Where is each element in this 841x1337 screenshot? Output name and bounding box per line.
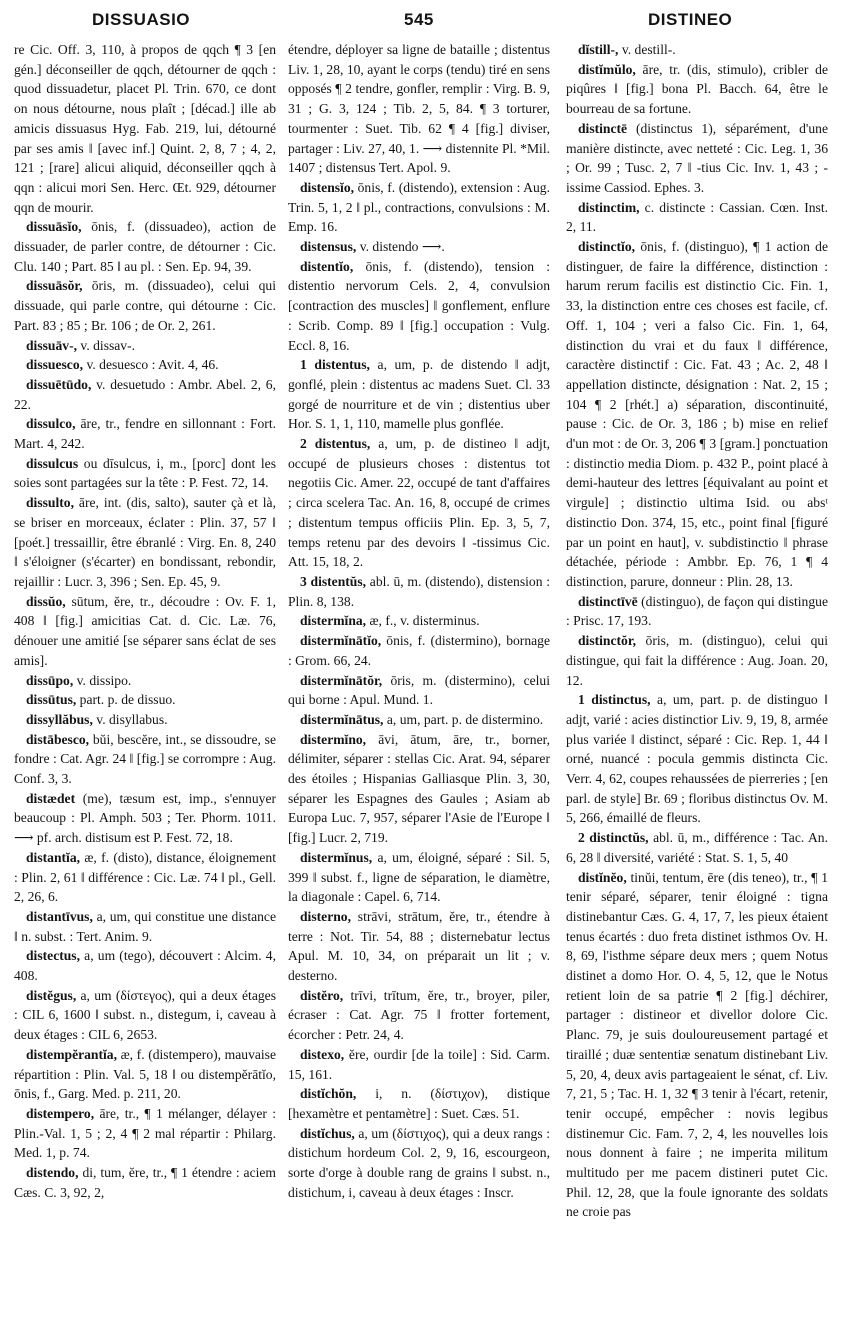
- entry-definition: abl. ū, m. (distendo), distension : Plin. 8, 138.: [288, 573, 550, 609]
- entry-headword: dissuāsŏr,: [26, 278, 83, 294]
- dictionary-entry: [288, 1084, 550, 1123]
- dictionary-entry: [566, 828, 828, 867]
- entry-headword: distĭchŏn,: [300, 1086, 357, 1102]
- entry-headword: dissulco,: [26, 416, 76, 432]
- entry-headword: distædet: [26, 790, 76, 806]
- entry-headword: 3 distentŭs,: [300, 573, 367, 589]
- entry-definition: part. p. de dissuo.: [79, 692, 176, 708]
- entry-headword: dissuesco,: [26, 357, 84, 373]
- entry-definition: ōris, m. (distermino), celui qui borne : Apul. Mund. 1.: [288, 672, 550, 708]
- dictionary-entry: [288, 355, 550, 434]
- dictionary-entry: [14, 217, 276, 276]
- entry-headword: distĕgus,: [26, 987, 77, 1003]
- header-last-headword: DISTINEO: [648, 10, 733, 29]
- dictionary-entry: [288, 178, 550, 237]
- entry-definition: c. distincte : Cassian. Cœn. Inst. 2, 11.: [566, 199, 828, 235]
- page-number: 545: [404, 10, 434, 29]
- entry-definition: ōnis, f. (distinguo), ¶ 1 action de distinguer, de faire la différence, distinction : harum rerum facilis est distinctio Cic. Fin. 1, 33, la distinction entre ces choses est facile, cf. Off. 1, 104 ; veri a falso Cic. Fin. 1, 64, distinction du vrai et du faux ‖ différence, caractère distinctif : Cic. Fat. 43 ; Ac. 2, 48 ‖ appellation distincte, désignation : Nat. 2, 15 ; 104 ¶ 2 [rhét.] a) séparation, discontinuité, pause : Cic. de Or. 3, 186 ; b) mise en relief d'un mot : de Or. 3, 206 ¶ 3 [gram.] ponctuation : distinctio media Diom. p. 432 P., point placé à demi-hauteur des lettres [équivalant au point et virgule] ; distinctio ultima Isid. ou absᵗ distinctio Don. 374, 15, etc., point final [figuré par un point en haut], v. subdistinctio ‖ phrase détachée, période : Ambbr. Ep. 76, 1 ¶ 4 distinction, parure, donneur : Plin. 28, 13.: [566, 239, 828, 589]
- entry-definition: æ, f., v. disterminus.: [369, 613, 480, 629]
- dictionary-entry: [14, 355, 276, 375]
- entry-definition: a, um, part. p. de distinguo ‖ adjt, varié : acies distinctior Liv. 9, 19, 8, armée plus variée ‖ distinct, séparé : Cic. Rep. 1, 44 ‖ orné, nuancé : pocula gemmis distincta Cic. Verr. 4, 62, coupes rehaussées de pierreries ; [en parl. de style] Br. 69 ; floribus distinctus Ov. M. 5, 266, émaillé de fleurs.: [566, 692, 828, 826]
- dictionary-entry: [288, 611, 550, 631]
- entry-headword: distinctīvē: [578, 593, 638, 609]
- entry-headword: 1 distentus,: [300, 357, 370, 373]
- entry-definition: ou dīsulcus, i, m., [porc] dont les soies sont partagées sur la tête : P. Fest. 72, 14.: [14, 455, 276, 491]
- dictionary-entry: [288, 848, 550, 907]
- entry-definition: trīvi, trītum, ĕre, tr., broyer, piler, écraser : Cat. Agr. 75 ‖ frotter fortement, écorcher : Petr. 24, 4.: [288, 987, 550, 1043]
- dictionary-entry: [288, 730, 550, 848]
- entry-headword: distentĭo,: [300, 258, 354, 274]
- entry-headword: dissulto,: [26, 495, 74, 511]
- entry-headword: distermĭnātĭo,: [300, 633, 382, 649]
- entry-definition: (distinctus 1), séparément, d'une manière distincte, avec netteté : Cic. Leg. 1, 36 ; Or. 99 ; Tusc. 2, 7 ‖ -tius Cic. Inv. 1, 43 ; -issime Cassiod. Ephes. 3.: [566, 120, 828, 195]
- dictionary-entry: [14, 592, 276, 671]
- entry-headword: distābesco,: [26, 731, 90, 747]
- dictionary-entry: [288, 237, 550, 257]
- entry-headword: 2 distentus,: [300, 436, 371, 452]
- entry-definition: a, um, p. de distendo ‖ adjt, gonflé, plein : distentus ac madens Suet. Cl. 33 gorgé de nourriture et de vin ; distentius uber Hor. S. 1, 1, 110, mamelle plus gonflée.: [288, 357, 550, 432]
- entry-definition: ĕre, ourdir [de la toile] : Sid. Carm. 15, 161.: [288, 1046, 550, 1082]
- entry-definition: v. desuesco : Avit. 4, 46.: [86, 357, 219, 373]
- entry-headword: distensus,: [300, 239, 357, 255]
- dictionary-entry: [566, 868, 828, 1223]
- dictionary-entry: [566, 690, 828, 828]
- entry-definition: v. desuetudo : Ambr. Abel. 2, 6, 22.: [14, 376, 276, 412]
- entry-definition: v. dissipo.: [76, 672, 132, 688]
- dictionary-entry: [14, 1163, 276, 1202]
- entry-headword: dĭstill-,: [578, 42, 619, 57]
- entry-definition: v. distendo ⟶.: [359, 239, 445, 255]
- dictionary-entry: [14, 690, 276, 710]
- entry-definition: strāvi, strātum, ĕre, tr., étendre à terre : Not. Tir. 54, 88 ; disternebatur lectus Apul. M. 10, 34, on préparait un lit ; v. desterno.: [288, 908, 550, 984]
- dictionary-entry: [14, 414, 276, 453]
- running-head: [0, 6, 841, 36]
- entry-definition: a, um, p. de distineo ‖ adjt, occupé de plusieurs choses : distentus tot negotiis Cic. Amer. 22, occupé de tant d'affaires ; circa scelera Tac. An. 16, 8, occupé de crimes ; distentum tempus officiis Plin. Ep. 3, 5, 7, temps retenu par des devoirs ‖ -tissimus Cic. Att. 15, 18, 2.: [288, 436, 550, 570]
- dictionary-entry: [14, 493, 276, 592]
- entry-headword: 1 distinctus,: [578, 692, 651, 708]
- dictionary-entry: [566, 40, 828, 60]
- dictionary-entry: [14, 276, 276, 335]
- entry-headword: distensĭo,: [300, 179, 355, 195]
- entry-headword: distermĭna,: [300, 613, 367, 629]
- dictionary-entry: [288, 572, 550, 611]
- dictionary-entry: [288, 710, 550, 730]
- entry-definition: sūtum, ĕre, tr., découdre : Ov. F. 1, 408 ‖ [fig.] amicitias Cat. d. Cic. Læ. 76, dénouer une amitié [se séparer sans éclat de ses amis].: [14, 593, 276, 668]
- entry-definition: a, um, part. p. de distermino.: [386, 711, 544, 727]
- dictionary-entry: [14, 730, 276, 789]
- dictionary-entry: [566, 631, 828, 690]
- entry-definition: ōris, m. (distinguo), celui qui distingue, qui fait la différence : Aug. Joan. 20, 12.: [566, 633, 828, 688]
- dictionary-entry: [14, 40, 276, 217]
- dictionary-entry: [288, 671, 550, 710]
- dictionary-entry: [14, 710, 276, 730]
- entry-definition: æ, f. (disto), distance, éloignement : Plin. 2, 61 ‖ différence : Cic. Læ. 74 ‖ pl., Gell. 2, 26, 6.: [14, 849, 276, 905]
- entry-definition: (distinguo), de façon qui distingue : Prisc. 17, 193.: [566, 593, 828, 629]
- entry-headword: distermĭnātus,: [300, 711, 384, 727]
- dictionary-entry: [288, 434, 550, 572]
- entry-headword: dissuāv-,: [26, 337, 77, 353]
- entry-definition: æ, f. (distempero), mauvaise répartition : Plin. Val. 5, 18 ‖ ou distempĕrātĭo, ōnis, f., Garg. Med. p. 211, 20.: [14, 1046, 276, 1102]
- entry-headword: dissuētūdo,: [26, 376, 92, 392]
- dictionary-entry: [14, 789, 276, 848]
- entry-definition: v. disyllabus.: [96, 711, 168, 727]
- dictionary-entry: [14, 1104, 276, 1163]
- entry-headword: distinctĭo,: [578, 239, 636, 255]
- entry-headword: distectus,: [26, 948, 80, 964]
- entry-definition: v. destill-.: [621, 42, 676, 57]
- entry-headword: dissuāsĭo,: [26, 219, 82, 235]
- dictionary-entry: [14, 946, 276, 985]
- entry-headword: dissūtus,: [26, 692, 77, 708]
- dictionary-entry: [288, 257, 550, 356]
- dictionary-entry: [14, 1045, 276, 1104]
- entry-headword: distermĭnātŏr,: [300, 672, 383, 688]
- entry-headword: dissŭo,: [26, 593, 66, 609]
- entry-definition: i, n. (δίστιχον), distique [hexamètre et pentamètre] : Suet. Cæs. 51.: [288, 1086, 550, 1121]
- entry-definition: a, um (tego), découvert : Alcim. 4, 408.: [14, 948, 276, 984]
- entry-definition: ōnis, f. (distendo), tension : distentio nervorum Cels. 2, 4, convulsion [contraction des muscles] ‖ gonflement, enflure : Scrib. Comp. 89 ‖ [fig.] occupation : Vulg. Eccl. 8, 16.: [288, 258, 550, 353]
- dictionary-entry: [14, 848, 276, 907]
- entry-headword: 2 distinctŭs,: [578, 830, 649, 846]
- column-2: [288, 40, 550, 1336]
- header-first-headword: DISSUASIO: [92, 10, 191, 29]
- dictionary-entry: [14, 671, 276, 691]
- entry-definition: ōnis, f. (dissuadeo), action de dissuader, de parler contre, de détourner : Cic. Clu. 140 ; Part. 85 ‖ au pl. : Sen. Ep. 94, 39.: [14, 219, 276, 274]
- entry-headword: dissūpo,: [26, 672, 74, 688]
- entry-definition: v. dissav-.: [80, 337, 136, 353]
- entry-definition: āre, int. (dis, salto), sauter çà et là, se briser en morceaux, éclater : Plin. 37, 57 ‖ [poét.] tressaillir, être ébranlé : Virg. En. 8, 240 ‖ s'éloigner (s'écarter) en bondissant, rebondir, rejaillir : Lucr. 3, 396 ; Sen. Ep. 45, 9.: [14, 495, 276, 589]
- entry-headword: disterno,: [300, 908, 351, 924]
- dictionary-entry: [14, 375, 276, 414]
- entry-headword: distĭchus,: [300, 1125, 355, 1141]
- entry-headword: distĕro,: [300, 987, 344, 1003]
- entry-definition: (me), tæsum est, imp., s'ennuyer beaucoup : Pl. Amph. 503 ; Ter. Phorm. 1011. ⟶ pf. arch. distisum est P. Fest. 72, 18.: [14, 790, 276, 846]
- dictionary-entry: [14, 454, 276, 493]
- dictionary-entry: [288, 986, 550, 1045]
- column-3: [566, 40, 828, 1336]
- dictionary-entry: [288, 1045, 550, 1084]
- entry-headword: dissulcus: [26, 455, 79, 471]
- dictionary-entry: [566, 198, 828, 237]
- entry-headword: distempĕrantĭa,: [26, 1046, 117, 1062]
- entry-definition: ōnis, f. (distermino), bornage : Grom. 66, 24.: [288, 633, 550, 668]
- entry-definition: tinŭi, tentum, ēre (dis teneo), tr., ¶ 1 tenir séparé, séparer, tenir éloigné : tigna distinebantur Cæs. G. 4, 17, 7, les pieux étaient tenus écartés : duo freta distinet isthmos Ov. H. 8, 69, l'isthme sépare deux mers ; quem Notus distinet a domo Hor. O. 4, 5, 12, que le Notus retient loin de sa patrie ¶ 2 [fig.] déchirer, partager : distineor et divellor dolore Cic. Planc. 79, je suis douloureusement partagé et tiraillé ; duæ sententiæ senatum distinebant Liv. 5, 20, 4, deux avis partageaient le sénat, cf. Liv. 7, 21, 5 ; Tac. H. 1, 32 ¶ 3 tenir à l'écart, retenir, tenir occupé, empêcher : novis legibus distinemur Cic. Fam. 7, 2, 4, les nouvelles lois nous donnent à faire ; ne imperita militum multitudo per me pacem distineri putet Cic. Phil. 12, 28, que la foule ignorante des soldats ne croie pas: [566, 869, 828, 1220]
- entry-definition: a, um (δίστεγος), qui a deux étages : CIL 6, 1600 ‖ subst. n., distegum, i, caveau à deux étages : CIL 6, 2653.: [14, 987, 276, 1043]
- dictionary-entry: [566, 592, 828, 631]
- dictionary-entry: [288, 40, 550, 178]
- entry-definition: a, um (δίστιχος), qui a deux rangs : distichum hordeum Col. 2, 9, 16, escourgeon, sorte d'orge à double rang de grains ‖ subst. n., distichum, i, caveau à deux étages : Inscr.: [288, 1125, 550, 1200]
- entry-definition: āvi, ātum, āre, tr., borner, délimiter, séparer : stellas Cic. Arat. 94, séparer des étoiles ; Hispanias Galliasque Plin. 3, 30, séparer les Espagnes des Gaules ; Asiam ab Europa Luc. 7, 957, séparer l'Asie de l'Europe ‖ [fig.] Lucr. 2, 719.: [288, 731, 550, 846]
- entry-definition: ōnis, f. (distendo), extension : Aug. Trin. 5, 1, 2 ‖ pl., contractions, convulsions : M. Emp. 16.: [288, 179, 550, 235]
- dictionary-entry: [14, 986, 276, 1045]
- entry-headword: distantīvus,: [26, 908, 93, 924]
- entry-definition: āre, tr. (dis, stimulo), cribler de piqûres ‖ [fig.] bona Pl. Bacch. 64, être le bourreau de sa fortune.: [566, 61, 828, 117]
- entry-definition: āre, tr., ¶ 1 mélanger, délayer : Plin.-Val. 1, 5 ; 2, 4 ¶ 2 mal répartir : Philarg. Med. 1, p. 74.: [14, 1105, 276, 1161]
- entry-headword: dissyllăbus,: [26, 711, 93, 727]
- dictionary-entry: [288, 1124, 550, 1203]
- dictionary-entry: [14, 907, 276, 946]
- column-1: [14, 40, 276, 1336]
- entry-headword: distantĭa,: [26, 849, 81, 865]
- entry-definition: ōris, m. (dissuadeo), celui qui dissuade, qui parle contre, qui détourne : Cic. Part. 83 ; 85 ; Br. 106 ; de Or. 2, 261.: [14, 278, 276, 333]
- entry-headword: distĭnĕo,: [578, 869, 627, 885]
- dictionary-entry: [14, 336, 276, 356]
- dictionary-entry: [566, 119, 828, 198]
- entry-definition: a, um, éloigné, séparé : Sil. 5, 399 ‖ subst. f., ligne de séparation, le diamètre, la diagonale : Capel. 6, 714.: [288, 849, 550, 905]
- dictionary-entry: [566, 60, 828, 119]
- entry-definition: bŭi, bescĕre, int., se dissoudre, se fondre : Cat. Agr. 24 ‖ [fig.] se corrompre : Aug. Conf. 3, 3.: [14, 731, 276, 787]
- entry-definition: a, um, qui constitue une distance ‖ n. subst. : Tert. Anim. 9.: [14, 908, 276, 944]
- dictionary-entry: [288, 907, 550, 986]
- entry-headword: distendo,: [26, 1165, 79, 1181]
- entry-definition: di, tum, ĕre, tr., ¶ 1 étendre : aciem Cæs. C. 3, 92, 2,: [14, 1165, 276, 1200]
- entry-definition: abl. ū, m., différence : Tac. An. 6, 28 ‖ diversité, variété : Stat. S. 1, 5, 40: [566, 830, 828, 865]
- entry-headword: distinctŏr,: [578, 633, 637, 649]
- dictionary-entry: [566, 237, 828, 592]
- entry-definition: āre, tr., fendre en sillonnant : Fort. Mart. 4, 242.: [14, 416, 276, 452]
- dictionary-entry: [288, 631, 550, 670]
- entry-headword: distinctē: [578, 120, 628, 136]
- entry-definition: étendre, déployer sa ligne de bataille ; distentus Liv. 1, 28, 10, ayant le corps (tendu) tiré en sens opposés ¶ 2 tendre, gonfler, remplir : Virg. B. 9, 31 ; G. 3, 124 ; Tib. 2, 5, 84. ¶ 3 torturer, tourmenter : Suet. Tib. 62 ¶ 4 [fig.] diviser, partager : Liv. 27, 40, 1. ⟶ distennite Pl. *Mil. 1407 ; distensus Tert. Apol. 9.: [288, 42, 550, 176]
- entry-headword: distinctim,: [578, 199, 640, 215]
- entry-definition: re Cic. Off. 3, 110, à propos de qqch ¶ 3 [en gén.] déconseiller de qqch, détourner de qqch : quod dissuadetur, placet Pl. Trin. 670, ce dont on nous détourne, nous plaît ; [décad.] ille ab amicis dissuasus Hyg. Fab. 219, lui, détourné par ses amis ‖ [avec inf.] Quint. 2, 8, 7 ; 4, 2, 121 ; [rare] alicui aliquid, déconseiller qqch à qqn : alicui mori Sen. Herc. Œt. 929, détourner qqn de mourir.: [14, 42, 276, 215]
- entry-headword: distĭmŭlo,: [578, 61, 636, 77]
- entry-headword: distempero,: [26, 1105, 95, 1121]
- entry-headword: distermĭno,: [300, 731, 367, 747]
- entry-headword: distexo,: [300, 1046, 345, 1062]
- entry-headword: distermĭnus,: [300, 849, 373, 865]
